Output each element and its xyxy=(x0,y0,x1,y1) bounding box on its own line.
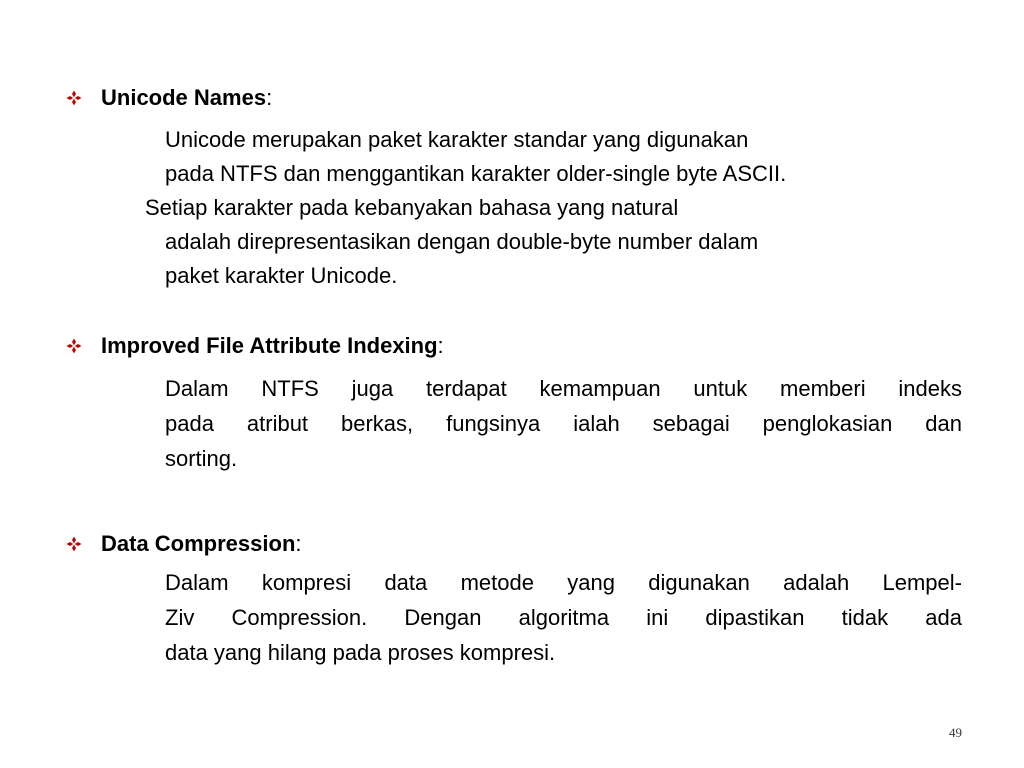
body-line: Ziv Compression. Dengan algoritma ini dipastikan tidak ada xyxy=(165,605,962,630)
section-title: Data Compression xyxy=(101,531,296,556)
section-body-data-compression xyxy=(165,566,962,671)
section-title: Improved File Attribute Indexing xyxy=(101,333,438,358)
section-colon: : xyxy=(437,333,444,358)
body-line: Unicode merupakan paket karakter standar yang digunakan xyxy=(165,127,749,152)
section-colon: : xyxy=(266,85,273,110)
section-body-unicode-names xyxy=(145,123,962,293)
body-line: pada atribut berkas, fungsinya ialah sebagai penglokasian dan xyxy=(165,411,962,436)
body-line: pada NTFS dan menggantikan karakter older-single byte ASCII. xyxy=(165,161,787,186)
body-line: adalah direpresentasikan dengan double-byte number dalam xyxy=(165,229,759,254)
section-title: Unicode Names xyxy=(101,85,267,110)
section-colon: : xyxy=(295,531,302,556)
body-line: Dalam kompresi data metode yang digunakan adalah Lempel- xyxy=(165,570,962,595)
section-heading-data-compression xyxy=(66,529,302,559)
body-line: data yang hilang pada proses kompresi. xyxy=(165,640,556,665)
section-heading-improved-file-attribute-indexing xyxy=(66,331,444,361)
diamond-bullet-icon xyxy=(66,536,82,552)
page-number: 49 xyxy=(949,725,962,740)
diamond-bullet-icon xyxy=(66,338,82,354)
section-body-improved-file-attribute-indexing xyxy=(165,372,962,477)
section-heading-unicode-names xyxy=(66,83,272,113)
body-line: Dalam NTFS juga terdapat kemampuan untuk memberi indeks xyxy=(165,376,962,401)
body-line: Setiap karakter pada kebanyakan bahasa yang natural xyxy=(145,195,679,220)
body-line: paket karakter Unicode. xyxy=(165,263,398,288)
diamond-bullet-icon xyxy=(66,90,82,106)
body-line: sorting. xyxy=(165,446,238,471)
